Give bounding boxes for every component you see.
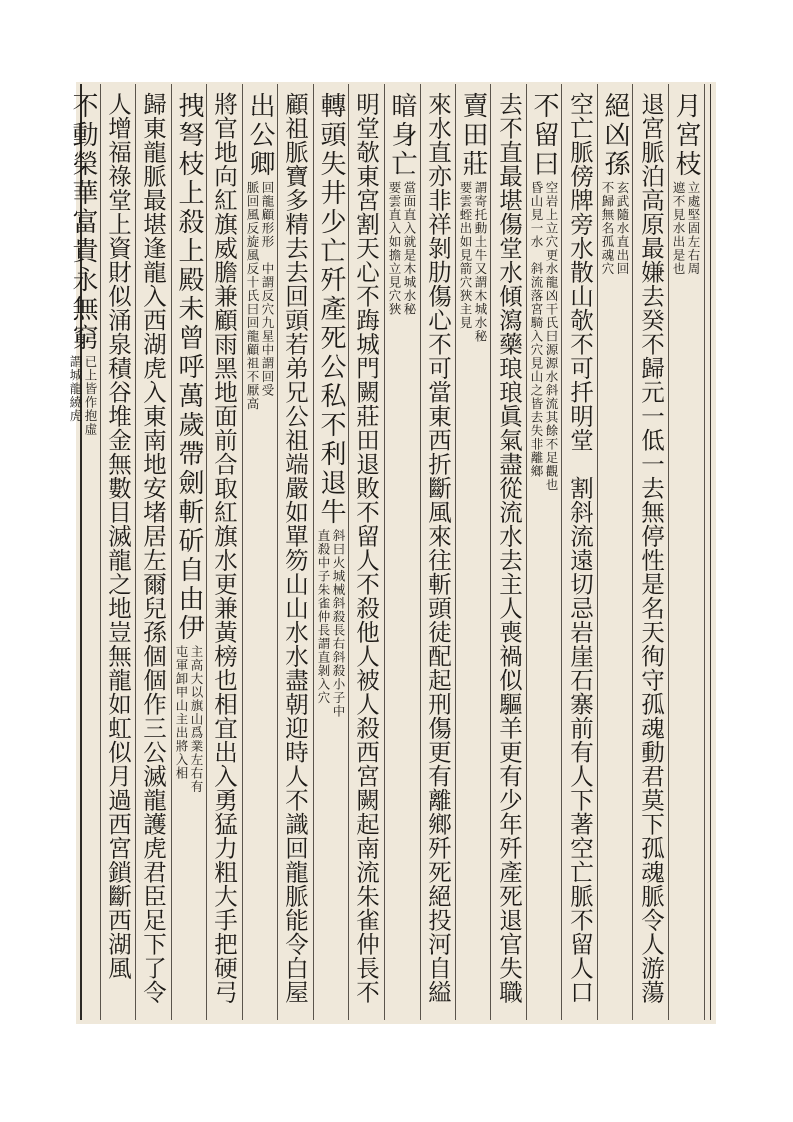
text-column (174, 92, 204, 1012)
column-main-text: 顧祖脈寶多精去去回頭若弟兄公祖端嚴如單笏山山水水盡朝迎時人不識回龍脈能令白屋 (281, 92, 309, 1004)
text-column (387, 92, 417, 1012)
text-column (529, 92, 559, 1012)
column-annotation (529, 181, 559, 492)
column-main-text: 明堂欹東宮割天心不踇城門闕莊田退敗不留人不殺他人被人殺西宮闕起南流朱雀仲長不 (352, 92, 380, 1004)
column-annotation (316, 529, 346, 718)
column-rule (632, 84, 633, 1020)
column-main-text: 拽弩枝上殺上殿未曾呼萬歲帶劍斬斫自由伊 (174, 92, 204, 643)
annotation-line: 立處堅固左右周 (686, 181, 701, 276)
column-main-text: 去不直最堪傷堂水傾瀉藥琅琅眞氣盡從流水去主人喪禍似驅羊更有少年歼產死退官失職 (495, 92, 523, 1004)
column-main-text: 歸東龍脈最堪逢龍入西湖虎入東南地安堵居左爾兒孫個個作三公滅龍護虎君臣足下了令 (139, 92, 167, 1004)
text-column (494, 92, 524, 1012)
text-column (671, 92, 701, 1012)
annotation-line: 謂城龍繞虎 (68, 355, 83, 423)
column-rule (384, 84, 385, 1020)
text-column (600, 92, 630, 1012)
annotation-line: 直殺中子朱雀仲長謂直剝入穴 (316, 529, 331, 705)
column-main-text: 退宮脈泊高原最嫌去癸不歸元一低一去無停性是名天徇守孤魂動君莫下孤魂脈令人游蕩 (637, 92, 665, 1004)
column-rule (277, 84, 278, 1020)
column-main-text: 空亡脈傍牌旁水散山欹不可扦明堂 割斜流遠切忌岩崖石寨前有人下著空亡脈不留人口 (566, 92, 594, 1004)
annotation-line: 昏山見一水 斜流落宮騎入穴見山之皆去失非離鄉 (529, 181, 544, 478)
text-column (68, 92, 98, 1012)
text-column (138, 92, 168, 1012)
text-column (103, 92, 133, 1012)
column-main-text: 轉頭失井少亡歼產死公私不利退牛 (316, 92, 346, 527)
annotation-line: 不歸無名孤魂穴 (600, 181, 615, 276)
column-rule (206, 84, 207, 1020)
column-main-text: 來水直亦非祥剝肋傷心不可當東西折斷風來往斬頭徒配起刑傷更有離鄉歼死絕投河自縊 (424, 92, 452, 1004)
column-main-text: 賣田莊 (458, 92, 488, 179)
column-main-text: 不動榮華富貴永無窮 (68, 92, 98, 353)
column-rule (490, 84, 491, 1020)
column-annotation (245, 181, 275, 411)
annotation-line: 要雲直入如擔立見穴狹 (387, 181, 402, 316)
annotation-line: 空岩上立穴更水龍凶干氏曰源源水斜流其餘不足觀也 (544, 181, 559, 492)
column-main-text: 月宮枝 (671, 92, 701, 179)
column-rule (704, 84, 705, 1020)
column-rule (100, 84, 101, 1020)
column-main-text: 將官地向紅旗威膽兼顧雨黑地面前合取紅旗水更兼黃榜也相宜出入勇猛力粗大手把硬弓 (210, 92, 238, 1004)
column-rule (455, 84, 456, 1020)
text-column (245, 92, 275, 1012)
column-rule (526, 84, 527, 1020)
annotation-line: 主高大以旗山爲業左右有 (189, 645, 204, 794)
column-main-text: 人增福祿堂上資財似涌泉積谷堆金無數目滅龍之地豈無龍如虹似月過西宮鎖斷西湖風 (104, 92, 132, 980)
annotation-line: 玄武隨水直出回 (615, 181, 630, 276)
column-annotation (671, 181, 701, 276)
column-main-text: 絕凶孫 (600, 92, 630, 179)
text-column (458, 92, 488, 1012)
text-column (351, 92, 381, 1012)
column-rule (420, 84, 421, 1020)
annotation-line: 斜曰火城械斜殺長右斜殺小子中 (331, 529, 346, 718)
column-rule (561, 84, 562, 1020)
text-column (636, 92, 666, 1012)
text-column (209, 92, 239, 1012)
column-main-text: 不留曰 (529, 92, 559, 179)
annotation-line: 謂寄托動土牛又謂木城水秘 (473, 181, 488, 343)
column-annotation (387, 181, 417, 316)
annotation-line: 已上皆作抱虛 (83, 355, 98, 436)
column-rule (171, 84, 172, 1020)
column-rule (597, 84, 598, 1020)
column-annotation (458, 181, 488, 343)
column-annotation (174, 645, 204, 794)
annotation-line: 屯軍卸甲山主出將入相 (174, 645, 189, 780)
column-rule (313, 84, 314, 1020)
column-annotation (600, 181, 630, 276)
column-annotation (68, 355, 98, 436)
text-column (565, 92, 595, 1012)
annotation-line: 脈回風反旋風反十氏曰回龍顧祖不厭高 (245, 181, 260, 411)
text-column (316, 92, 346, 1012)
annotation-line: 遮不見水出是也 (671, 181, 686, 276)
column-rule (348, 84, 349, 1020)
annotation-line: 當面直入就是木城水秘 (402, 181, 417, 316)
column-main-text: 出公卿 (245, 92, 275, 179)
column-main-text: 暗身亡 (387, 92, 417, 179)
column-rule (242, 84, 243, 1020)
text-column (423, 92, 453, 1012)
text-column (280, 92, 310, 1012)
column-rule (135, 84, 136, 1020)
annotation-line: 要雲蛭出如見箭穴狹主見 (458, 181, 473, 330)
annotation-line: 回龍顧形形 中謂反穴九星中謂回受 (260, 181, 275, 397)
column-rule (668, 84, 669, 1020)
